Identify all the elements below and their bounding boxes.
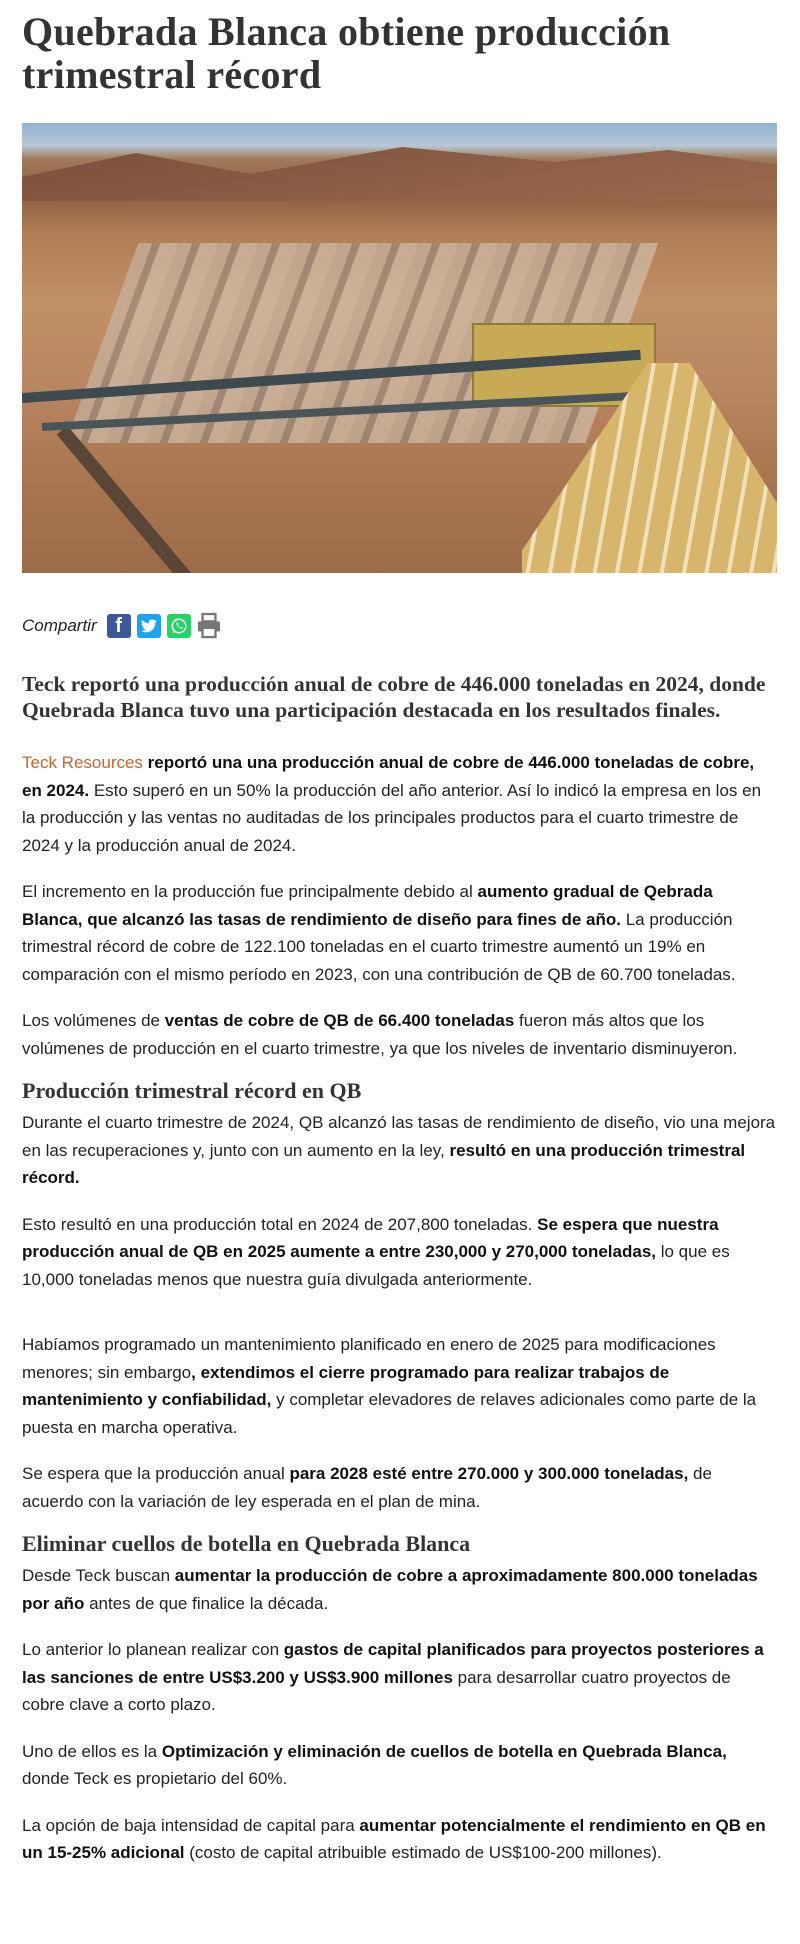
text: Los volúmenes de <box>22 1011 165 1030</box>
paragraph <box>22 1812 777 1867</box>
facebook-icon[interactable]: f <box>107 614 131 638</box>
share-label: Compartir <box>22 616 97 635</box>
teck-resources-link[interactable]: Teck Resources <box>22 753 143 772</box>
mountains <box>22 141 777 201</box>
text: fueron más altos que los volúmenes de producción en el cuarto trimestre, ya que los niveles de inventario disminuyeron. <box>22 1011 738 1058</box>
paragraph <box>22 1460 777 1515</box>
article-body <box>22 749 777 1867</box>
text: lo que es 10,000 toneladas menos que nuestra guía divulgada anteriormente. <box>22 1242 730 1289</box>
text: Uno de ellos es la <box>22 1741 162 1761</box>
paragraph <box>22 1738 777 1793</box>
text: El incremento en la producción fue principalmente debido al <box>22 882 478 901</box>
bold-text: para 2028 esté entre 270.000 y 300.000 toneladas, <box>289 1464 689 1483</box>
paragraph <box>22 1636 777 1719</box>
paragraph <box>22 1211 777 1294</box>
text: donde Teck es propietario del 60%. <box>22 1769 288 1788</box>
bold-text: gastos de capital planificados para proyectos posteriores a las sanciones de entre US$3.200 y US$3.900 millones <box>22 1640 764 1687</box>
text: (costo de capital atribuible estimado de US$100-200 millones). <box>184 1843 662 1862</box>
paragraph <box>22 1007 777 1062</box>
paragraph <box>22 1109 777 1192</box>
road <box>57 426 261 573</box>
bold-text: aumentar potencialmente el rendimiento en QB en un 15-25% adicional <box>22 1815 766 1862</box>
article-photo-mine-site <box>22 123 777 573</box>
section-heading <box>22 1530 777 1558</box>
text: Esto superó en un 50% la producción del año anterior. Así lo indicó la empresa en los en la producción y las ventas no auditadas de los principales productos para el cuarto trimestre de 2024 y la producción anual de 2024. <box>22 780 762 855</box>
text: Eliminar cuellos de botella en Quebrada Blanca <box>22 1531 471 1556</box>
article-title: Quebrada Blanca obtiene producción trimestral récord <box>22 9 671 97</box>
bold-text: Se espera que nuestra producción anual de QB en 2025 aumente a entre 230,000 y 270,000 toneladas, <box>22 1214 719 1261</box>
bold-text: resultó en una producción trimestral récord. <box>22 1140 746 1187</box>
text: antes de que finalice la década. <box>84 1593 329 1613</box>
text: La opción de baja intensidad de capital para <box>22 1815 360 1835</box>
text: y completar elevadores de relaves adicionales como parte de la puesta en marcha operativa. <box>22 1390 757 1437</box>
twitter-icon[interactable] <box>137 614 161 638</box>
text: La producción trimestral récord de cobre de 122.100 toneladas en el cuarto trimestre aumentó un 19% en comparación con el mismo período en 2023, con una contribución de QB de 60.700 toneladas. <box>22 909 736 984</box>
article <box>22 0 777 1886</box>
bold-text: aumentar la producción de cobre a aproximadamente 800.000 toneladas por año <box>22 1566 758 1613</box>
article-subtitle: Teck reportó una producción anual de cobre de 446.000 toneladas en 2024, donde Quebrada Blanca tuvo una participación destacada en los resultados finales. <box>22 672 766 722</box>
paragraph <box>22 878 777 988</box>
bold-text: Optimización y eliminación de cuellos de botella en Quebrada Blanca, <box>161 1741 727 1761</box>
paragraph <box>22 1331 777 1441</box>
bold-text: , extendimos el cierre programado para realizar trabajos de mantenimiento y confiabilidad, <box>22 1362 670 1409</box>
text: Durante el cuarto trimestre de 2024, QB alcanzó las tasas de rendimiento de diseño, vio una mejora en las recuperaciones y, junto con un aumento en la ley, <box>22 1113 776 1160</box>
text: de acuerdo con la variación de ley esperada en el plan de mina. <box>22 1464 712 1511</box>
text: Desde Teck buscan <box>22 1566 175 1585</box>
paragraph <box>22 749 777 859</box>
text: Lo anterior lo planean realizar con <box>22 1640 284 1659</box>
share-bar <box>22 611 777 641</box>
text: para desarrollar cuatro proyectos de cobre clave a corto plazo. <box>22 1667 731 1714</box>
text: Habíamos programado un mantenimiento planificado en enero de 2025 para modificaciones menores; sin embargo <box>22 1335 716 1382</box>
bold-text: ventas de cobre de QB de 66.400 toneladas <box>164 1011 515 1030</box>
text: Esto resultó en una producción total en 2024 de 207,800 toneladas. <box>22 1214 538 1234</box>
print-icon[interactable] <box>197 614 221 638</box>
whatsapp-icon[interactable] <box>167 614 191 638</box>
text: Se espera que la producción anual <box>22 1464 290 1483</box>
bold-text: aumento gradual de Qebrada Blanca, que alcanzó las tasas de rendimiento de diseño para fines de año. <box>22 882 713 929</box>
bold-text: reportó una una producción anual de cobre de 446.000 toneladas de cobre, en 2024. <box>22 753 755 800</box>
text: Producción trimestral récord en QB <box>22 1078 362 1103</box>
paragraph <box>22 1562 777 1617</box>
section-heading <box>22 1077 777 1105</box>
